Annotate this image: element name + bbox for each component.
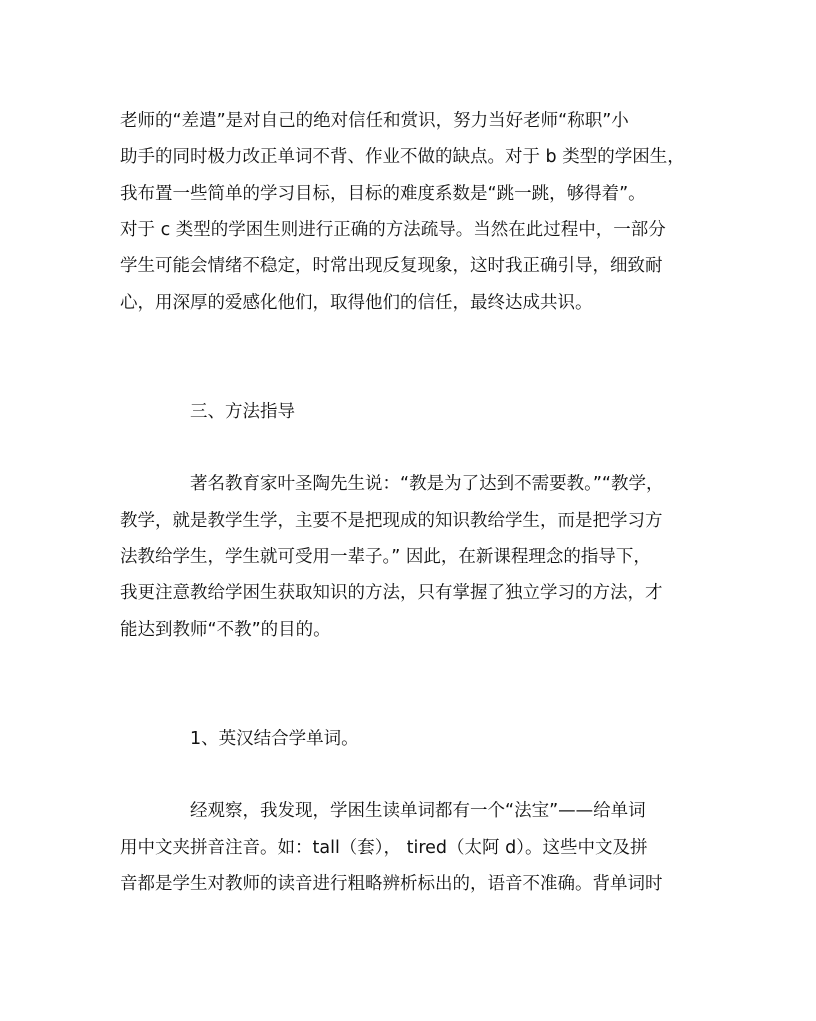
paragraph-3-line-2: 用中文夹拼音注音。如：tall（套）， tired（太阿 d）。这些中文及拼 [120,838,648,858]
section-heading-3: 三、方法指导 [190,402,295,422]
paragraph-3-line-1: 经观察，我发现，学困生读单词都有一个“法宝”——给单词 [190,801,646,821]
paragraph-2-line-4: 我更注意教给学困生获取知识的方法，只有掌握了独立学习的方法，才 [120,583,663,603]
paragraph-1-line-3: 我布置一些简单的学习目标，目标的难度系数是“跳一跳，够得着”。 [120,184,646,204]
paragraph-2-line-2: 教学，就是教学生学，主要不是把现成的知识教给学生，而是把学习方 [120,511,663,531]
paragraph-1-line-2: 助手的同时极力改正单词不背、作业不做的缺点。对于 b 类型的学困生， [120,147,685,167]
paragraph-3-line-3: 音都是学生对教师的读音进行粗略辨析标出的，语音不准确。背单词时 [120,874,663,894]
subheading-1: 1、英汉结合学单词。 [190,729,359,749]
paragraph-1-line-5: 学生可能会情绪不稳定，时常出现反复现象，这时我正确引导，细致耐 [120,256,663,276]
paragraph-1-line-6: 心，用深厚的爱感化他们，取得他们的信任，最终达成共识。 [120,293,593,313]
paragraph-1-line-1: 老师的“差遣”是对自己的绝对信任和赏识，努力当好老师“称职”小 [120,111,629,131]
paragraph-2-line-5: 能达到教师“不教”的目的。 [120,620,331,640]
paragraph-1-line-4: 对于 c 类型的学困生则进行正确的方法疏导。当然在此过程中，一部分 [120,220,666,240]
paragraph-2-line-1: 著名教育家叶圣陶先生说：“教是为了达到不需要教。”“教学， [190,474,664,494]
paragraph-2-line-3: 法教给学生，学生就可受用一辈子。” 因此，在新课程理念的指导下， [120,547,651,567]
